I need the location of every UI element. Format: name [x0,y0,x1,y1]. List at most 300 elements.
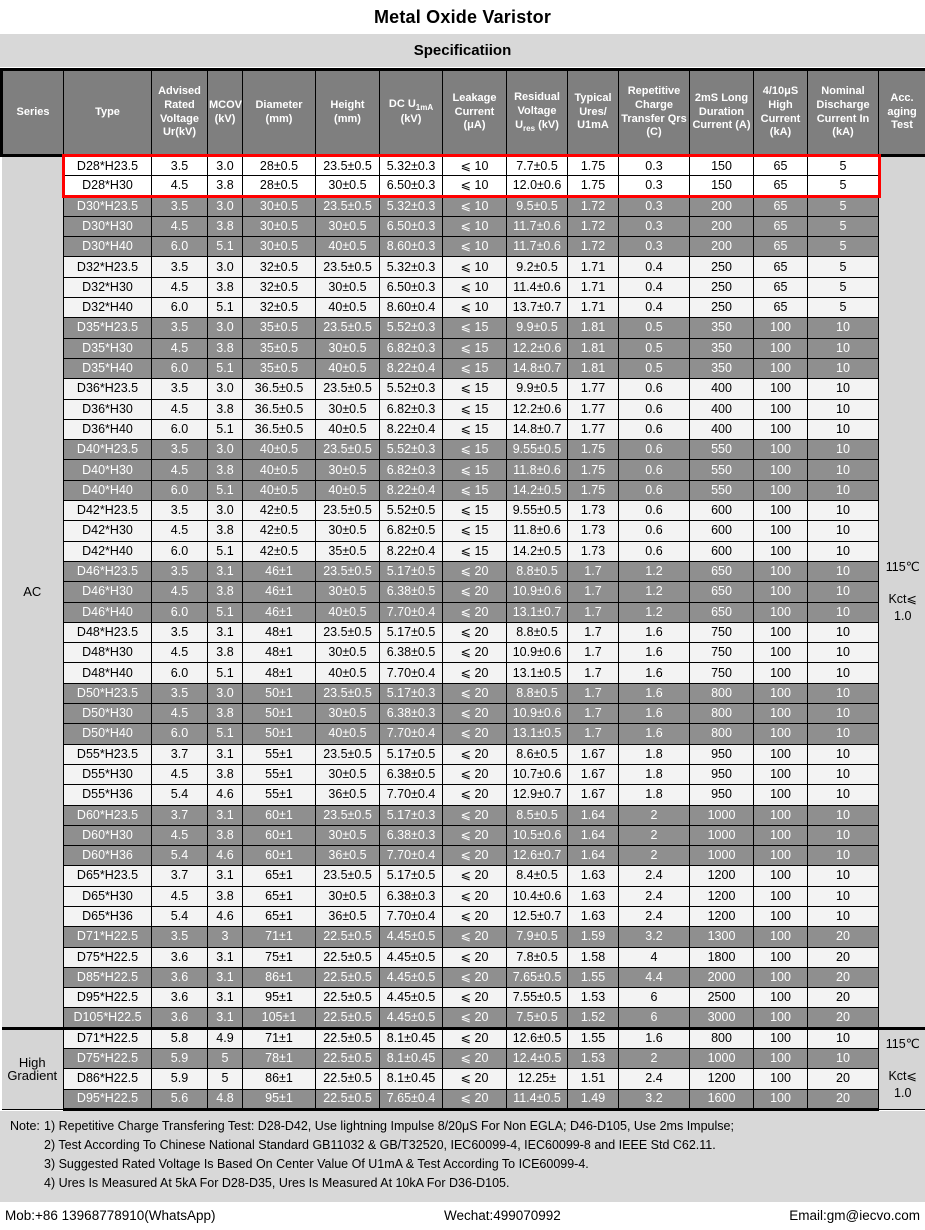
mobile-contact: Mob:+86 13968778910(WhatsApp) [5,1208,216,1223]
value-cell: ⩽ 10 [443,237,507,257]
value-cell: 50±1 [243,704,316,724]
value-cell: 800 [690,704,754,724]
value-cell: 40±0.5 [316,724,380,744]
value-cell: 4.6 [208,785,243,805]
value-cell: 50±1 [243,724,316,744]
value-cell: 7.8±0.5 [507,947,568,967]
table-row [2,156,925,176]
type-cell: D40*H40 [64,480,152,500]
value-cell: 5 [808,257,879,277]
type-cell: D50*H40 [64,724,152,744]
note-line: 4) Ures Is Measured At 5kA For D28-D35, Ures Is Measured At 10kA For D36-D105. [44,1174,734,1193]
value-cell: 3.8 [208,460,243,480]
value-cell: 100 [754,379,808,399]
value-cell: 10 [808,825,879,845]
value-cell: 4.9 [208,1028,243,1048]
value-cell: 3.0 [208,440,243,460]
value-cell: 3.0 [208,318,243,338]
value-cell: 0.3 [619,237,690,257]
value-cell: 6.50±0.3 [380,216,443,236]
value-cell: 22.5±0.5 [316,1089,380,1109]
contact-footer [0,1202,925,1230]
acc-aging-line: 1.0 [880,608,925,625]
type-cell: D60*H30 [64,825,152,845]
table-row [2,1089,925,1109]
value-cell: 100 [754,501,808,521]
value-cell: 100 [754,846,808,866]
value-cell: 1.75 [568,156,619,176]
value-cell: 0.6 [619,419,690,439]
value-cell: 1300 [690,927,754,947]
value-cell: ⩽ 20 [443,866,507,886]
value-cell: 13.1±0.5 [507,724,568,744]
value-cell: 100 [754,927,808,947]
value-cell: 100 [754,318,808,338]
value-cell: 10.9±0.6 [507,582,568,602]
value-cell: 550 [690,480,754,500]
value-cell: 3.8 [208,704,243,724]
value-cell: 23.5±0.5 [316,257,380,277]
value-cell: 150 [690,156,754,176]
value-cell: 0.6 [619,501,690,521]
value-cell: 650 [690,582,754,602]
value-cell: 10 [808,521,879,541]
value-cell: 150 [690,176,754,196]
value-cell: 65 [754,257,808,277]
value-cell: 36.5±0.5 [243,419,316,439]
value-cell: 5.4 [152,785,208,805]
value-cell: 3.5 [152,257,208,277]
value-cell: 30±0.5 [316,399,380,419]
value-cell: ⩽ 20 [443,744,507,764]
value-cell: ⩽ 20 [443,1069,507,1089]
value-cell: 4.5 [152,582,208,602]
value-cell: 750 [690,622,754,642]
value-cell: 1.7 [568,704,619,724]
table-row [2,521,925,541]
col-header-10: Repetitive Charge Transfer Qrs (C) [619,70,690,156]
type-cell: D60*H23.5 [64,805,152,825]
value-cell: 100 [754,886,808,906]
type-cell: D60*H36 [64,846,152,866]
table-row [2,927,925,947]
value-cell: 3.5 [152,501,208,521]
value-cell: 100 [754,622,808,642]
value-cell: 3.5 [152,440,208,460]
value-cell: 95±1 [243,1089,316,1109]
email-contact: Email:gm@iecvo.com [789,1208,920,1223]
value-cell: 100 [754,582,808,602]
value-cell: 100 [754,785,808,805]
value-cell: 30±0.5 [316,643,380,663]
value-cell: 1000 [690,846,754,866]
table-row [2,541,925,561]
value-cell: 10 [808,419,879,439]
value-cell: 5 [808,237,879,257]
value-cell: 100 [754,1089,808,1109]
type-cell: D71*H22.5 [64,1028,152,1048]
value-cell: ⩽ 20 [443,785,507,805]
type-cell: D28*H23.5 [64,156,152,176]
value-cell: 55±1 [243,764,316,784]
type-cell: D55*H23.5 [64,744,152,764]
table-row [2,298,925,318]
value-cell: 4.45±0.5 [380,967,443,987]
table-row [2,216,925,236]
type-cell: D32*H30 [64,277,152,297]
table-row [2,663,925,683]
type-cell: D46*H40 [64,602,152,622]
value-cell: 32±0.5 [243,257,316,277]
value-cell: 400 [690,419,754,439]
type-cell: D35*H23.5 [64,318,152,338]
value-cell: 5 [808,216,879,236]
value-cell: 2 [619,805,690,825]
value-cell: 10 [808,338,879,358]
value-cell: 12.6±0.5 [507,1028,568,1048]
value-cell: 4.5 [152,521,208,541]
value-cell: 3.5 [152,561,208,581]
col-header-12: 4/10μS High Current (kA) [754,70,808,156]
value-cell: 5.32±0.3 [380,156,443,176]
value-cell: ⩽ 20 [443,602,507,622]
table-row [2,277,925,297]
value-cell: 23.5±0.5 [316,866,380,886]
value-cell: 40±0.5 [316,237,380,257]
value-cell: 1.72 [568,196,619,216]
value-cell: 9.55±0.5 [507,440,568,460]
value-cell: 10 [808,724,879,744]
value-cell: 950 [690,744,754,764]
value-cell: 1.8 [619,744,690,764]
value-cell: 4.5 [152,216,208,236]
table-row [2,176,925,196]
value-cell: ⩽ 20 [443,988,507,1008]
value-cell: 10 [808,744,879,764]
specification-band: Specificatiion [0,34,925,67]
value-cell: ⩽ 15 [443,460,507,480]
value-cell: 1.63 [568,866,619,886]
spec-table [0,68,925,1111]
value-cell: 95±1 [243,988,316,1008]
value-cell: 22.5±0.5 [316,1028,380,1048]
value-cell: 10 [808,866,879,886]
value-cell: 0.4 [619,298,690,318]
value-cell: ⩽ 20 [443,582,507,602]
value-cell: 75±1 [243,947,316,967]
value-cell: ⩽ 20 [443,1008,507,1028]
value-cell: 1000 [690,1049,754,1069]
table-row [2,744,925,764]
value-cell: 5.52±0.3 [380,318,443,338]
value-cell: 35±0.5 [316,541,380,561]
value-cell: 8.8±0.5 [507,683,568,703]
value-cell: 7.5±0.5 [507,1008,568,1028]
note-label: Note: [10,1117,44,1193]
value-cell: 23.5±0.5 [316,805,380,825]
value-cell: 20 [808,927,879,947]
value-cell: 6.50±0.3 [380,176,443,196]
value-cell: 5.17±0.3 [380,805,443,825]
value-cell: 1000 [690,805,754,825]
value-cell: 2 [619,846,690,866]
table-row [2,683,925,703]
value-cell: 65±1 [243,886,316,906]
value-cell: 750 [690,663,754,683]
value-cell: 13.1±0.5 [507,663,568,683]
value-cell: 22.5±0.5 [316,927,380,947]
value-cell: 1.52 [568,1008,619,1028]
acc-aging-line: 115℃ [880,559,925,576]
value-cell: 4.45±0.5 [380,947,443,967]
value-cell: 14.2±0.5 [507,480,568,500]
value-cell: 9.2±0.5 [507,257,568,277]
value-cell: ⩽ 20 [443,1049,507,1069]
value-cell: ⩽ 20 [443,846,507,866]
value-cell: 1.67 [568,764,619,784]
value-cell: ⩽ 10 [443,216,507,236]
value-cell: 10.7±0.6 [507,764,568,784]
value-cell: 7.70±0.4 [380,785,443,805]
value-cell: 100 [754,764,808,784]
value-cell: 5.9 [152,1049,208,1069]
spec-table-wrap [0,68,925,1111]
value-cell: 1.75 [568,460,619,480]
value-cell: 42±0.5 [243,541,316,561]
value-cell: 10 [808,358,879,378]
value-cell: 14.8±0.7 [507,419,568,439]
value-cell: 10 [808,379,879,399]
wechat-contact: Wechat:499070992 [444,1208,561,1223]
value-cell: 3.5 [152,156,208,176]
value-cell: 6.38±0.3 [380,704,443,724]
value-cell: ⩽ 20 [443,643,507,663]
value-cell: 6.82±0.3 [380,338,443,358]
value-cell: 800 [690,724,754,744]
value-cell: 3.7 [152,744,208,764]
value-cell: 750 [690,643,754,663]
value-cell: 12.4±0.5 [507,1049,568,1069]
value-cell: 3.5 [152,196,208,216]
value-cell: 48±1 [243,643,316,663]
value-cell: 100 [754,663,808,683]
value-cell: 0.5 [619,358,690,378]
value-cell: 20 [808,1008,879,1028]
table-row [2,764,925,784]
value-cell: 6.82±0.5 [380,521,443,541]
value-cell: ⩽ 15 [443,399,507,419]
value-cell: 0.6 [619,460,690,480]
value-cell: 2.4 [619,886,690,906]
table-row [2,602,925,622]
value-cell: 1.77 [568,399,619,419]
value-cell: 5.1 [208,724,243,744]
value-cell: 42±0.5 [243,501,316,521]
value-cell: 2000 [690,967,754,987]
value-cell: 1.75 [568,440,619,460]
table-row [2,460,925,480]
value-cell: 0.6 [619,541,690,561]
series-label: High Gradient [2,1028,64,1109]
type-cell: D85*H22.5 [64,967,152,987]
value-cell: 5 [808,156,879,176]
value-cell: 3.0 [208,156,243,176]
col-header-11: 2mS Long Duration Current (A) [690,70,754,156]
value-cell: ⩽ 15 [443,358,507,378]
value-cell: 3.5 [152,927,208,947]
value-cell: 48±1 [243,663,316,683]
value-cell: ⩽ 20 [443,825,507,845]
value-cell: 8.1±0.45 [380,1049,443,1069]
type-cell: D36*H40 [64,419,152,439]
value-cell: 5 [208,1049,243,1069]
value-cell: 5.52±0.5 [380,501,443,521]
value-cell: 20 [808,947,879,967]
value-cell: 3.5 [152,622,208,642]
table-row [2,399,925,419]
value-cell: 6.38±0.3 [380,825,443,845]
value-cell: 1.73 [568,541,619,561]
value-cell: 1.64 [568,825,619,845]
table-row [2,561,925,581]
value-cell: 10 [808,480,879,500]
note-line: 2) Test According To Chinese National Standard GB11032 & GB/T32520, IEC60099-4, IEC60099-8 and IEEE Std C62.11. [44,1136,734,1155]
value-cell: 11.7±0.6 [507,237,568,257]
value-cell: 250 [690,277,754,297]
value-cell: 4.5 [152,643,208,663]
value-cell: 6.50±0.3 [380,277,443,297]
type-cell: D36*H23.5 [64,379,152,399]
value-cell: 3.5 [152,318,208,338]
value-cell: 9.9±0.5 [507,318,568,338]
value-cell: 9.55±0.5 [507,501,568,521]
value-cell: 3.5 [152,379,208,399]
value-cell: 71±1 [243,1028,316,1048]
value-cell: 10 [808,785,879,805]
value-cell: 10 [808,764,879,784]
value-cell: 40±0.5 [243,460,316,480]
value-cell: 23.5±0.5 [316,440,380,460]
type-cell: D30*H30 [64,216,152,236]
value-cell: 1200 [690,886,754,906]
value-cell: 10 [808,846,879,866]
value-cell: 30±0.5 [243,216,316,236]
value-cell: 550 [690,460,754,480]
value-cell: 20 [808,988,879,1008]
table-row [2,318,925,338]
value-cell: 1.63 [568,886,619,906]
value-cell: 8.8±0.5 [507,622,568,642]
value-cell: 36±0.5 [316,785,380,805]
value-cell: 46±1 [243,561,316,581]
value-cell: 1.81 [568,338,619,358]
value-cell: 4.5 [152,825,208,845]
value-cell: 3.8 [208,582,243,602]
value-cell: 60±1 [243,805,316,825]
value-cell: 30±0.5 [316,216,380,236]
value-cell: 7.70±0.4 [380,602,443,622]
acc-aging-cell [879,156,925,1029]
value-cell: 6.82±0.3 [380,399,443,419]
type-cell: D71*H22.5 [64,927,152,947]
value-cell: 8.22±0.4 [380,541,443,561]
value-cell: 40±0.5 [316,358,380,378]
value-cell: 40±0.5 [243,440,316,460]
value-cell: 1.7 [568,663,619,683]
table-row [2,704,925,724]
value-cell: 40±0.5 [243,480,316,500]
value-cell: 100 [754,683,808,703]
value-cell: 1800 [690,947,754,967]
value-cell: 100 [754,480,808,500]
value-cell: 4.45±0.5 [380,927,443,947]
value-cell: 23.5±0.5 [316,561,380,581]
value-cell: 1.63 [568,906,619,926]
value-cell: 22.5±0.5 [316,1049,380,1069]
value-cell: ⩽ 20 [443,906,507,926]
type-cell: D40*H23.5 [64,440,152,460]
value-cell: 3.1 [208,967,243,987]
value-cell: 3.1 [208,1008,243,1028]
value-cell: 1600 [690,1089,754,1109]
notes-block [0,1111,925,1202]
value-cell: 4.4 [619,967,690,987]
value-cell: 5.17±0.3 [380,683,443,703]
table-row [2,480,925,500]
value-cell: 0.3 [619,156,690,176]
value-cell: 1.71 [568,257,619,277]
col-header-13: Nominal Discharge Current In (kA) [808,70,879,156]
value-cell: 35±0.5 [243,358,316,378]
page-title: Metal Oxide Varistor [0,0,925,34]
value-cell: 3.8 [208,338,243,358]
table-row [2,440,925,460]
acc-aging-cell [879,1028,925,1109]
value-cell: 3.8 [208,764,243,784]
value-cell: 3.8 [208,176,243,196]
value-cell: 1.7 [568,622,619,642]
value-cell: 950 [690,764,754,784]
value-cell: 1.7 [568,724,619,744]
type-cell: D30*H40 [64,237,152,257]
type-cell: D46*H23.5 [64,561,152,581]
value-cell: 1.8 [619,785,690,805]
value-cell: 5.32±0.3 [380,196,443,216]
value-cell: 4.5 [152,399,208,419]
value-cell: 1.2 [619,602,690,622]
value-cell: 4.5 [152,277,208,297]
value-cell: 1.7 [568,683,619,703]
type-cell: D42*H23.5 [64,501,152,521]
value-cell: 5.1 [208,358,243,378]
value-cell: 12.6±0.7 [507,846,568,866]
value-cell: 1200 [690,866,754,886]
value-cell: ⩽ 10 [443,196,507,216]
value-cell: 6.0 [152,602,208,622]
value-cell: 12.5±0.7 [507,906,568,926]
value-cell: 65 [754,298,808,318]
value-cell: 4.45±0.5 [380,988,443,1008]
value-cell: 100 [754,967,808,987]
value-cell: 30±0.5 [316,277,380,297]
value-cell: ⩽ 20 [443,764,507,784]
value-cell: 22.5±0.5 [316,988,380,1008]
value-cell: 10 [808,602,879,622]
value-cell: 3.6 [152,967,208,987]
value-cell: ⩽ 10 [443,176,507,196]
col-header-14: Acc. aging Test [879,70,925,156]
value-cell: 650 [690,561,754,581]
